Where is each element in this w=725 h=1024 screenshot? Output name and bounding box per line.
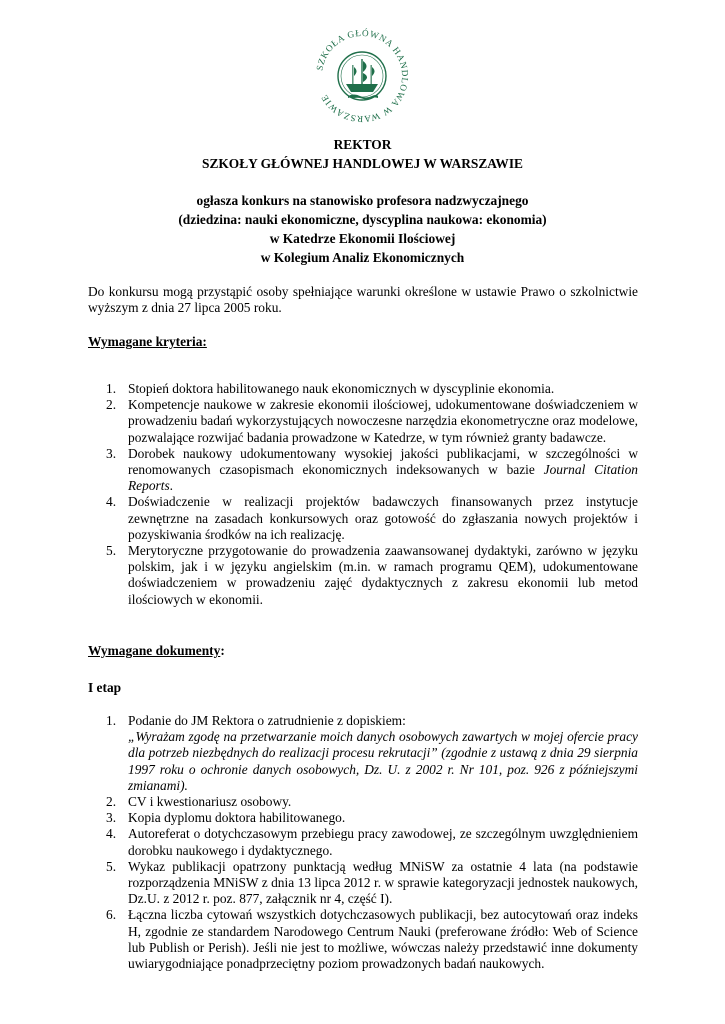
announcement-line-3: w Katedrze Ekonomii Ilościowej — [269, 231, 456, 246]
announcement-line-1: ogłasza konkurs na stanowisko profesora nadzwyczajnego — [196, 193, 529, 208]
school-title: SZKOŁY GŁÓWNEJ HANDLOWEJ W WARSZAWIE — [202, 156, 523, 171]
journal-citation-reports: Journal Citation Reports — [128, 462, 638, 494]
list-item: 6. Łączna liczba cytowań wszystkich dotychczasowych publikacji, bez autocytowań oraz indeks H, zgodnie ze standardem Narodowego Centrum Nauki (preferowane źródło: Web of Science lub Publish or Perish). Jeśli nie jest to możliwe, wówczas należy przedstawić inne dokumenty uwiarygodniające ponadprzeciętny poziom prowadzonych badań naukowych. — [106, 907, 638, 972]
list-item: 1. Podanie do JM Rektora o zatrudnienie z dopiskiem: „Wyrażam zgodę na przetwarzanie moich danych osobowych zawartych w mojej ofercie pracy dla potrzeb niezbędnych do realizacji procesu rekrutacji” (zgodnie z ustawą z dnia 29 sierpnia 1997 roku o ochronie danych osobowych, Dz. U. z 2002 r. Nr 101, poz. 926 z późniejszymi zmianami). — [106, 713, 638, 793]
list-item: 4. Autoreferat o dotychczasowym przebiegu pracy zawodowej, ze szczególnym uwzględnieniem dorobku naukowego i dydaktycznego. — [106, 826, 638, 858]
logo-ring-text: SZKOŁA GŁÓWNA HANDLOWA W WARSZAWIE — [314, 27, 411, 125]
stage-heading: I etap — [88, 680, 122, 695]
announcement-line-4: w Kolegium Analiz Ekonomicznych — [260, 250, 465, 265]
consent-quote: „Wyrażam zgodę na przetwarzanie moich danych osobowych zawartych w mojej ofercie pracy dla potrzeb niezbędnych do realizacji procesu rekrutacji” (zgodnie z ustawą z dnia 29 sierpnia 1997 roku o ochronie danych osobowych, Dz. U. z 2002 r. Nr 101, poz. 926 z późniejszymi zmianami). — [128, 729, 638, 793]
criteria-list — [88, 381, 638, 608]
rector-title: REKTOR — [333, 137, 392, 152]
list-item: 3. Dorobek naukowy udokumentowany wysokiej jakości publikacjami, w szczególności w renomowanych czasopismach ekonomicznych indeksowanych w bazie Journal Citation Reports. — [106, 445, 638, 494]
documents-list — [88, 713, 638, 972]
list-item: 2. Kompetencje naukowe w zakresie ekonomii ilościowej, udokumentowane doświadczeniem w prowadzeniu badań wykorzystujących nowoczesne narzędzia ekonometryczne oraz modelowe, pozwalające rozwijać badania prowadzone w Katedrze, w tym również granty badawcze. — [106, 397, 638, 445]
list-item: 5. Merytoryczne przygotowanie do prowadzenia zaawansowanej dydaktyki, zarówno w języku polskim, jak i w języku angielskim (m.in. w ramach programu QEM), udokumentowane doświadczeniem w prowadzeniu zajęć dydaktycznych z zakresu ekonomii lub metod ilościowych w ekonomii. — [106, 543, 638, 607]
criteria-heading: Wymagane kryteria: — [88, 334, 207, 349]
list-item: 1. Stopień doktora habilitowanego nauk ekonomicznych w dyscyplinie ekonomia. — [106, 381, 555, 396]
intro-paragraph: Do konkursu mogą przystąpić osoby spełniające warunki określone w ustawie Prawo o szkolnictwie wyższym z dnia 27 lipca 2005 roku. — [88, 284, 638, 316]
list-item: 4. Doświadczenie w realizacji projektów badawczych finansowanych przez instytucje zewnętrzne na zasadach konkursowych oraz gotowość do zgłaszania nowych projektów i pozyskiwania środków na ich realizację. — [106, 494, 638, 542]
list-item: 5. Wykaz publikacji opatrzony punktacją według MNiSW za ostatnie 4 lata (na podstawie rozporządzenia MNiSW z dnia 13 lipca 2012 r. w sprawie kategoryzacji jednostek naukowych, Dz.U. z 2012 r. poz. 877, załącznik nr 4, część I). — [106, 858, 638, 907]
list-item: 2. CV i kwestionariusz osobowy. — [106, 794, 292, 810]
list-item: 3. Kopia dyplomu doktora habilitowanego. — [106, 810, 346, 826]
university-seal-logo — [312, 26, 412, 126]
announcement-line-2: (dziedzina: nauki ekonomiczne, dyscyplina naukowa: ekonomia) — [178, 212, 547, 227]
documents-heading: Wymagane dokumenty: — [88, 643, 225, 658]
